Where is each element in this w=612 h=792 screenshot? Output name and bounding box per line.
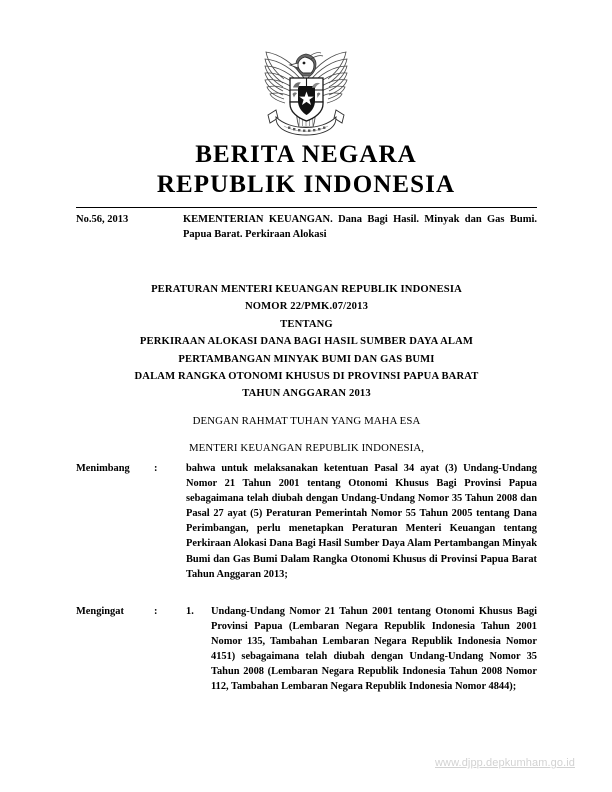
clause-mengingat: [76, 604, 537, 695]
list-item-text: Undang-Undang Nomor 21 Tahun 2001 tentang Otonomi Khusus Bagi Provinsi Papua (Lembaran Negara Republik Indonesia Tahun 2001 Nomor 135, Tambahan Lembaran Negara Republik Indonesia Nomor 4151) sebagaimana telah diubah dengan Undang-Undang Nomor 35 Tahun 2008 (Lembaran Negara Republik Indonesia Tahun 2008 Nomor 112, Tambahan Lembaran Negara Republik Indonesia Nomor 4844);: [211, 606, 537, 693]
issue-number: No.56, 2013: [76, 214, 129, 225]
header-divider: [76, 207, 537, 208]
garuda-pancasila-emblem: [254, 38, 358, 142]
clause-menimbang-text: bahwa untuk melaksanakan ketentuan Pasal 34 ayat (3) Undang-Undang Nomor 21 Tahun 2001 tentang Otonomi Khusus Bagi Provinsi Papua sebagaimana telah diubah dengan Undang-Undang Nomor 35 Tahun 2008 dan Pasal 27 ayat (5) Peraturan Pemerintah Nomor 55 Tahun 2005 tentang Dana Perimbangan, perlu menetapkan Peraturan Menteri Keuangan tentang Perkiraan Alokasi Dana Bagi Hasil Sumber Daya Alam Pertambangan Minyak Bumi dan Gas Bumi Dalam Rangka Otonomi Khusus di Provinsi Papua Barat Tahun Anggaran 2013;: [186, 463, 537, 580]
footer-url-text[interactable]: www.djpp.depkumham.go.id: [435, 757, 575, 769]
emblem-container: [0, 38, 612, 147]
regulation-subject-line-2: PERTAMBANGAN MINYAK BUMI DAN GAS BUMI: [178, 353, 435, 365]
regulation-number: NOMOR 22/PMK.07/2013: [244, 301, 369, 313]
clause-menimbang-colon: :: [154, 463, 158, 474]
tentang-label: TENTANG: [280, 318, 333, 330]
clause-mengingat-colon: :: [154, 606, 158, 617]
clause-menimbang-label: Menimbang: [76, 463, 130, 474]
list-item: [186, 604, 537, 695]
regulation-subject-line-1: PERKIRAAN ALOKASI DANA BAGI HASIL SUMBER DAYA ALAM: [139, 336, 474, 348]
title-spacer: [76, 403, 537, 413]
issuing-authority: MENTERI KEUANGAN REPUBLIK INDONESIA,: [188, 442, 425, 455]
masthead-line-2: REPUBLIK INDONESIA: [156, 171, 456, 198]
issue-header: [76, 213, 537, 242]
clause-mengingat-body: [186, 604, 537, 695]
regulation-heading: PERATURAN MENTERI KEUANGAN REPUBLIK INDONESIA: [151, 284, 462, 295]
regulation-title-block: [76, 281, 537, 458]
masthead: [0, 140, 612, 200]
regulation-subject-line-3: DALAM RANGKA OTONOMI KHUSUS DI PROVINSI PAPUA BARAT: [134, 371, 479, 383]
list-item-number: 1.: [186, 606, 194, 617]
regulation-subject-line-4: TAHUN ANGGARAN 2013: [242, 388, 371, 400]
footer-watermark: [0, 753, 612, 771]
clause-mengingat-label: Mengingat: [76, 606, 124, 617]
blessing-line: DENGAN RAHMAT TUHAN YANG MAHA ESA: [192, 414, 421, 427]
clause-menimbang: [76, 461, 537, 582]
title-spacer-2: [76, 430, 537, 440]
masthead-line-1: BERITA NEGARA: [195, 141, 417, 168]
issue-subject-keywords: KEMENTERIAN KEUANGAN. Dana Bagi Hasil. Minyak dan Gas Bumi. Papua Barat. Perkiraan Alokasi: [183, 214, 537, 240]
